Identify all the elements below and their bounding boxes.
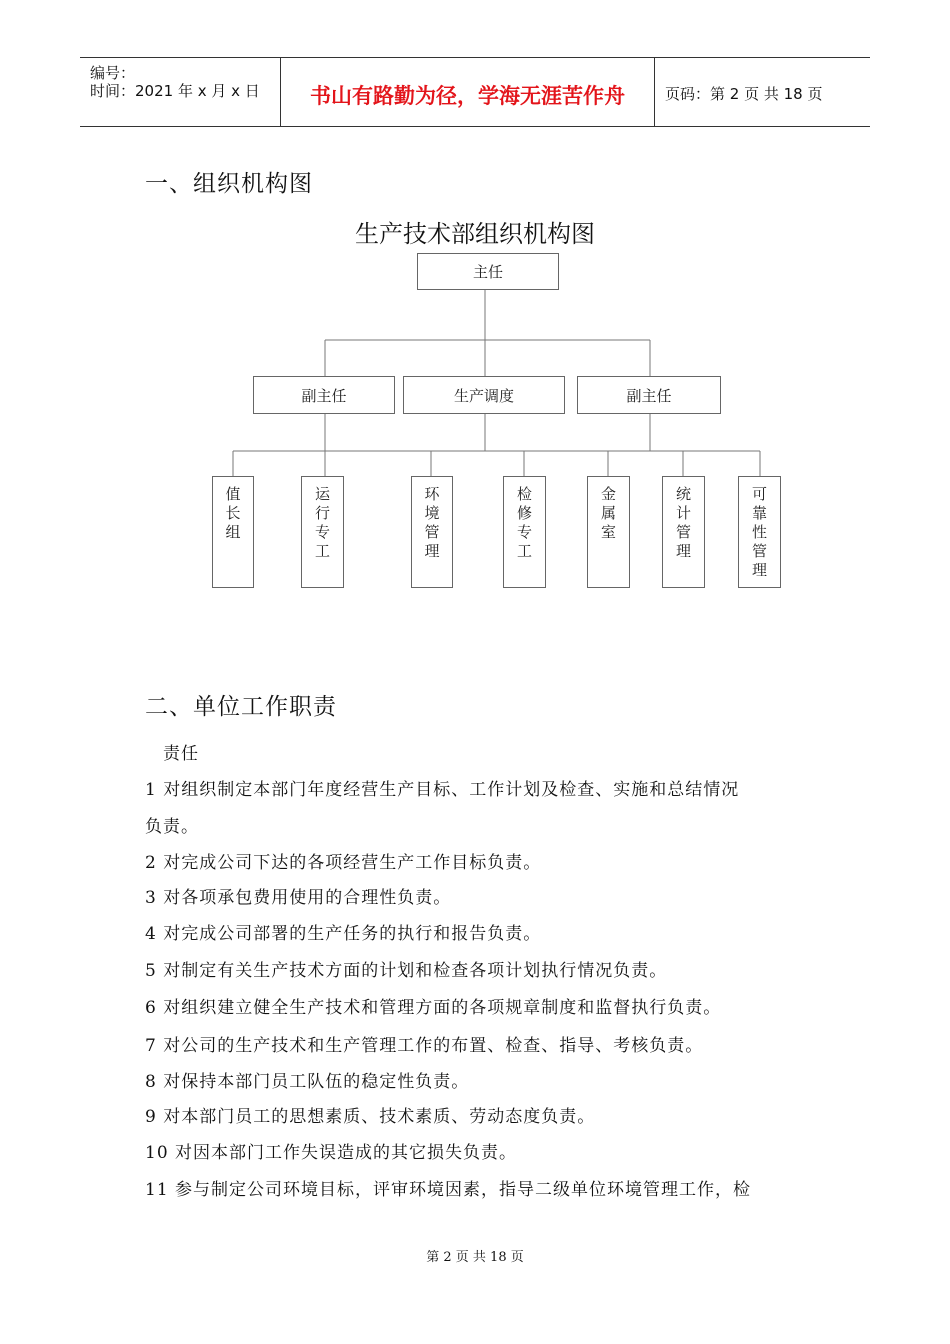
org-node-director: [417, 253, 559, 290]
org-node-reliability-management: [738, 476, 781, 588]
document-number-label: 编号：: [90, 64, 136, 82]
org-chart-title: 生产技术部组织机构图: [355, 220, 595, 248]
section-title-responsibilities: 二、单位工作职责: [145, 694, 337, 720]
org-node-label: 主任: [472, 263, 503, 281]
org-node-statistics-management: [662, 476, 705, 588]
org-node-production-dispatch: [403, 376, 565, 414]
responsibility-item: 9 对本部门员工的思想素质、技术素质、劳动态度负责。: [145, 1107, 596, 1127]
org-node-label: 值长组: [225, 485, 241, 541]
responsibility-item: 8 对保持本部门员工队伍的稳定性负责。: [145, 1072, 470, 1092]
org-node-label: 金属室: [600, 485, 616, 541]
responsibility-item: 10 对因本部门工作失误造成的其它损失负责。: [145, 1143, 518, 1163]
responsibility-item: 3 对各项承包费用使用的合理性负责。: [145, 888, 452, 908]
org-node-deputy-director-left: [253, 376, 395, 414]
responsibility-item: 7 对公司的生产技术和生产管理工作的布置、检查、指导、考核负责。: [145, 1036, 704, 1056]
page-footer: 第 2 页 共 18 页: [426, 1250, 524, 1265]
org-node-label: 生产调度: [453, 386, 514, 405]
header-page-number: 页码：第 2 页 共 18 页: [665, 85, 823, 103]
section-title-org-chart: 一、组织机构图: [145, 171, 313, 197]
responsibility-item: 1 对组织制定本部门年度经营生产目标、工作计划及检查、实施和总结情况: [145, 780, 740, 800]
org-node-environment-management: [411, 476, 453, 588]
org-node-label: 运行专工: [314, 485, 330, 560]
responsibility-item: 2 对完成公司下达的各项经营生产工作目标负责。: [145, 853, 542, 873]
org-node-label: 检修专工: [516, 485, 532, 560]
org-node-metal-lab: [587, 476, 630, 588]
responsibility-item: 4 对完成公司部署的生产任务的执行和报告负责。: [145, 924, 542, 944]
responsibility-heading: 责任: [163, 744, 199, 764]
responsibility-item: 负责。: [145, 817, 199, 837]
responsibility-item: 5 对制定有关生产技术方面的计划和检查各项计划执行情况负责。: [145, 961, 668, 981]
responsibility-item: 11 参与制定公司环境目标，评审环境因素，指导二级单位环境管理工作，检: [145, 1180, 752, 1200]
org-node-shift-group: [212, 476, 254, 588]
org-node-label: 副主任: [301, 386, 347, 405]
org-node-label: 环境管理: [424, 485, 440, 560]
org-node-label: 可靠性管理: [751, 485, 767, 579]
org-node-label: 副主任: [626, 386, 672, 405]
responsibility-item: 6 对组织建立健全生产技术和管理方面的各项规章制度和监督执行负责。: [145, 998, 722, 1018]
document-time-label: 时间：2021 年 x 月 x 日: [90, 82, 260, 100]
header-motto: 书山有路勤为径，学海无涯苦作舟: [310, 84, 625, 108]
org-node-label: 统计管理: [675, 485, 691, 560]
org-node-operation-engineer: [301, 476, 344, 588]
org-node-maintenance-engineer: [503, 476, 546, 588]
org-node-deputy-director-right: [577, 376, 721, 414]
